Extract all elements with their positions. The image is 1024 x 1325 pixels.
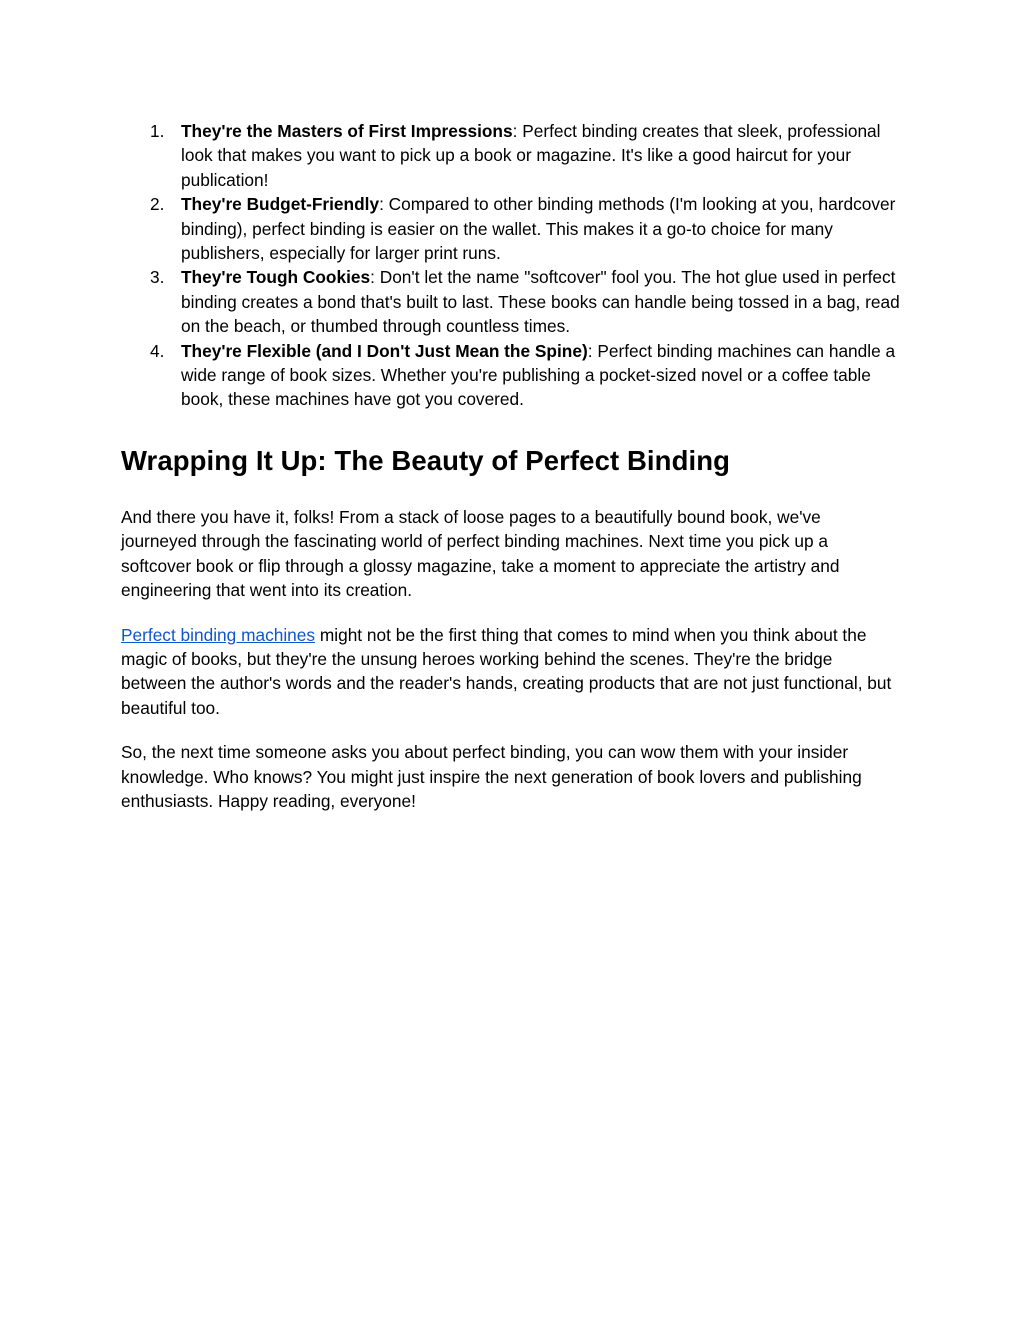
list-item-text: : Compared to other binding methods (I'm looking at you, hardcover binding), perfect binding is easier on the wallet. This makes it a go-to choice for many publishers, especially for larger print runs. [181,194,896,264]
list-item [121,192,901,265]
list-item-text: : Perfect binding machines can handle a wide range of book sizes. Whether you're publishing a pocket-sized novel or a coffee table book, these machines have got you covered. [181,340,896,410]
paragraph-machines [121,623,901,721]
list-number: 2. [150,194,165,215]
list-item [121,265,901,338]
list-number: 4. [150,340,165,361]
numbered-list [121,119,901,412]
paragraph-machines-text: might not be the first thing that comes to mind when you think about the magic of books, but they're the unsung heroes working behind the scenes. They're the bridge between the author's words and the reader's hands, creating products that are not just functional, but beautiful too. [121,624,892,718]
paragraph-intro: And there you have it, folks! From a stack of loose pages to a beautifully bound book, we've journeyed through the fascinating world of perfect binding machines. Next time you pick up a softcover book or flip through a glossy magazine, take a moment to appreciate the artistry and engineering that went into its creation. [121,506,840,601]
list-item-title: They're the Masters of First Impressions [181,121,513,141]
list-number: 1. [150,121,165,141]
list-item [121,339,901,412]
list-item [121,119,901,192]
list-item-title: They're Budget-Friendly [181,194,380,215]
list-item-text: : Don't let the name "softcover" fool you. The hot glue used in perfect binding creates a bond that's built to last. These books can handle being tossed in a bag, read on the beach, or thumbed through countless times. [181,267,900,337]
perfect-binding-machines-link[interactable]: Perfect binding machines [121,624,316,645]
section-heading: Wrapping It Up: The Beauty of Perfect Binding [121,444,731,476]
paragraph-closing: So, the next time someone asks you about perfect binding, you can wow them with your insider knowledge. Who knows? You might just inspire the next generation of book lovers and publishing enthusiasts. Happy reading, everyone! [121,742,862,811]
list-number: 3. [150,267,165,288]
list-item-title: They're Tough Cookies [181,267,371,288]
list-item-title: They're Flexible (and I Don't Just Mean the Spine) [181,340,588,361]
list-item-text: : Perfect binding creates that sleek, professional look that makes you want to pick up a book or magazine. It's like a good haircut for your publication! [181,121,881,190]
document-page [121,119,901,813]
